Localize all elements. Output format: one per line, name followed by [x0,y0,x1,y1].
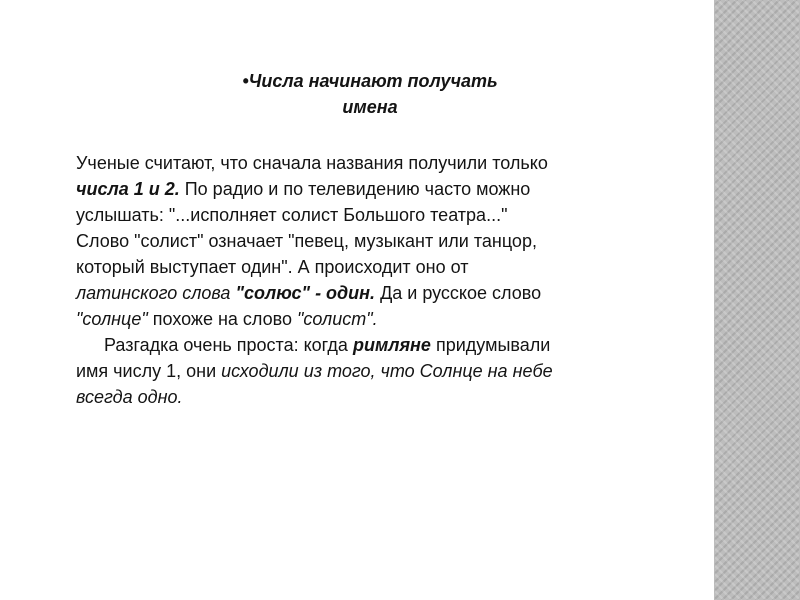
slide-title [170,68,570,120]
body-line [76,228,676,254]
italic-run: "солист". [297,309,378,329]
body-line [76,280,676,306]
text-run: Разгадка очень проста: когда [104,335,353,355]
slide-body [76,150,676,410]
text-run: Слово "солист" означает "певец, музыкант или танцор, [76,231,537,251]
emphasis-run: "солюс" - один. [235,283,376,303]
text-run: похоже на слово [147,309,298,329]
italic-run: всегда одно. [76,387,183,407]
text-run: который выступает один". А происходит оно от [76,257,469,277]
body-line [76,150,676,176]
text-run: услышать: "...исполняет солист Большого театра..." [76,205,508,225]
italic-run: исходили из того, что Солнце на небе [221,361,553,381]
title-line-1: •Числа начинают получать [242,71,498,91]
text-run: придумывали [430,335,551,355]
body-line [76,202,676,228]
italic-run: "солнце" [76,309,148,329]
text-run: имя числу 1, они [76,361,222,381]
italic-run: латинского слова [76,283,236,303]
emphasis-run: римляне [352,335,431,355]
emphasis-run: числа 1 и 2. [76,179,180,199]
decorative-side-stripe [714,0,800,600]
text-run: Да и русское слово [375,283,542,303]
body-line [76,332,676,358]
body-line [76,176,676,202]
body-line [76,358,676,384]
text-run: По радио и по телевидению часто можно [179,179,531,199]
body-line [76,306,676,332]
body-line [76,384,676,410]
text-run: Ученые считают, что сначала названия получили только [76,153,548,173]
title-line-2: имена [342,97,398,117]
body-line [76,254,676,280]
